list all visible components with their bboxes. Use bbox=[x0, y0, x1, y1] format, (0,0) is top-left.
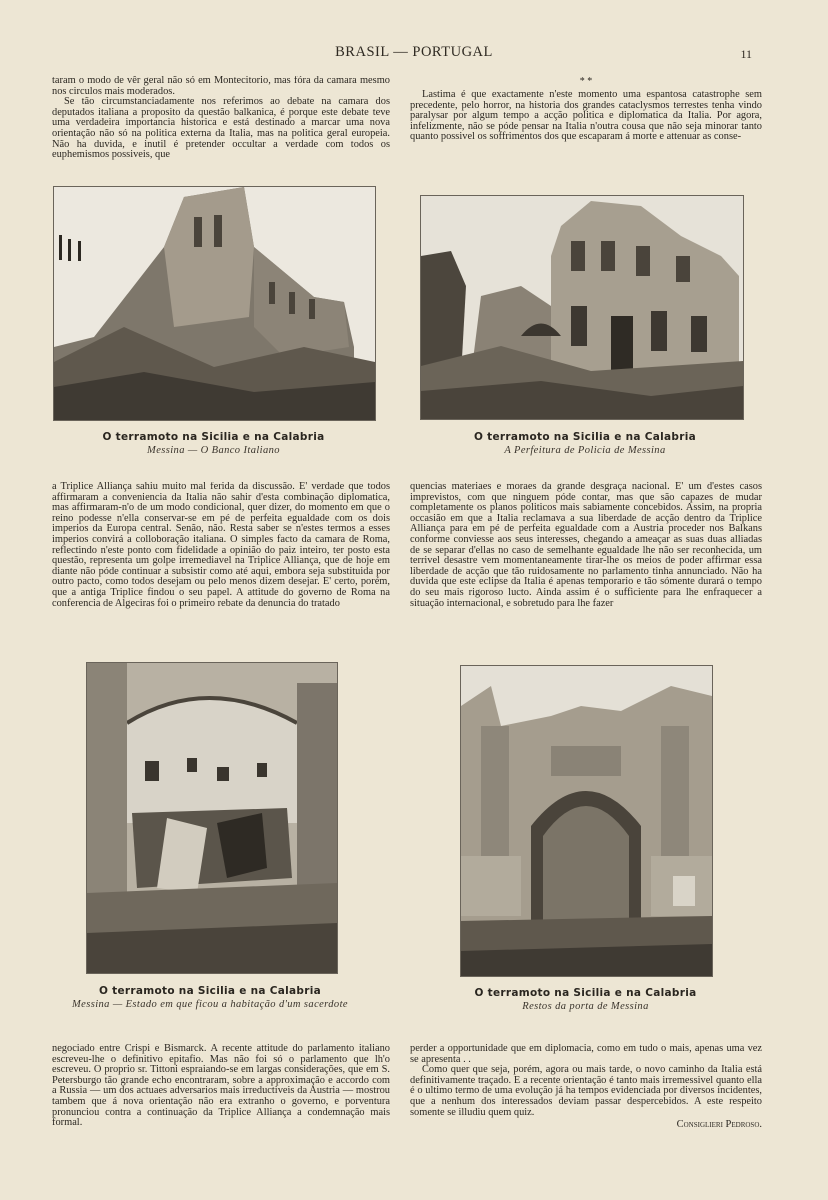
figure-4-subtitle: Restos da porta de Messina bbox=[522, 1001, 649, 1012]
paragraph: quencias materiaes e moraes da grande desgraça nacional. E' um d'estes casos imprevistos, com que ninguem póde contar, mas que são capazes de mudar completamente os planos politicos mais sabiamente concebidos. Assim, na propria occasião em que a Italia reclamava a sua liberdade de acção dentro da Triplice Alliança para em pé de perfeita egualdade com a Austria proceder nos Balkans conforme conviesse aos seus interesses, chegando a ameaçar as suas duas alliadas de se separar d'ellas no caso de semelhante egualdade lhe não ser reconhecida, um terrivel desastre vem momentaneamente tirar-lhe os meios de poder affirmar essa liberdade de acção que tão ruidosamente no parlamento tinha annunciado. Não ha duvida que este eclipse da Italia é apenas temporario e tão sómente durará o tempo do seu mais rigoroso lucto. Ainda assim é o sufficiente para lhe enfraquecer a situação internacional, e sobretudo para lhe fazer bbox=[410, 482, 762, 609]
article-column-2-bottom bbox=[410, 1044, 762, 1144]
figure-4-title: O terramoto na Sicilia e na Calabria bbox=[474, 987, 697, 999]
running-header-title: BRASIL — PORTUGAL bbox=[335, 44, 493, 60]
paragraph: Como quer que seja, porém, agora ou mais tarde, o novo caminho da Italia está definitivamente traçado. E a recente orientação é tanto mais irremessivel quanto ella é o ultimo termo de uma evolução já ha tempos evidenciada por diversos incidentes, que a nenhum dos interessados deviam passar despercebidos. A este respeito somente se illudiu quem quiz. bbox=[410, 1064, 762, 1118]
article-column-1-top bbox=[52, 76, 390, 172]
ruined-city-gate-icon bbox=[461, 666, 712, 976]
ruined-police-prefecture-icon bbox=[421, 196, 743, 419]
figure-2-subtitle: A Perfeitura de Policia de Messina bbox=[504, 445, 666, 456]
paragraph: perder a opportunidade que em diplomacia, como em tudo o mais, apenas uma vez se apresenta . . bbox=[410, 1044, 762, 1065]
figure-3-title: O terramoto na Sicilia e na Calabria bbox=[99, 985, 321, 997]
photo-habitacao-sacerdote bbox=[86, 662, 338, 974]
figure-1-subtitle: Messina — O Banco Italiano bbox=[147, 445, 280, 456]
paragraph: Lastima é que exactamente n'este momento uma espantosa catastrophe sem precedente, pelo horror, na historia dos grandes cataclysmos terrestes tenha vindo paralysar por algum tempo a acção politica e diplomatica da Italia. Por agora, infelizmente, não se póde pensar na Italia n'outra cousa que não seja minorar tanto quanto possivel os soffrimentos dos que escaparam á morte e attenuar as conse- bbox=[410, 89, 762, 143]
paragraph: negociado entre Crispi e Bismarck. A recente attitude do parlamento italiano escreveu-lhe o definitivo epitafio. Mas não foi só o parlamento que lh'o escreveu. O proprio sr. Tittoni espraiando-se em largas considerações, que em S. Petersburgo tão grande echo encontraram, sobre a approximação e accordo com a Russia — um dos actuaes adversarios mais irreductiveis da Austria — mostrou tambem que á nova orientação não era extranho o governo, e porventura pronunciou contra a continuação da Triplice Alliança a condemnação mais formal. bbox=[52, 1044, 390, 1129]
article-column-1-bottom bbox=[52, 1044, 390, 1144]
figure-2-title: O terramoto na Sicilia e na Calabria bbox=[474, 431, 696, 443]
photo-porta-de-messina bbox=[460, 665, 713, 977]
page-number: 11 bbox=[740, 47, 752, 61]
article-column-1-middle bbox=[52, 482, 390, 642]
photo-banco-italiano bbox=[53, 186, 376, 421]
ruined-priest-house-icon bbox=[87, 663, 337, 973]
ruined-bank-building-icon bbox=[54, 187, 375, 420]
paragraph: a Triplice Alliança sahiu muito mal ferida da discussão. E' verdade que todos affirmaram a conveniencia da Italia não sahir d'esta combinação diplomatica, mas affirmaram-n'o de um modo condicional, quer dizer, do momento em que o reino podesse n'ella conservar-se em pé de perfeita egualdade com os dois imperios da Europa central. Senão, não. Resta saber se n'estes termos a esses imperios convirá a colloboração italiana. O simples facto da camara de Roma, reflectindo n'este ponto com fidelidade a opinião do paiz inteiro, ter posto esta questão, representa um golpe irremediavel na Triplice Alliança, que de hoje em diante não póde continuar a subsistir como até aqui, embora seja substituida por outro pacto, como todos desejam ou pelo menos dizem desejar. E' certo, porém, que a antiga Triplice findou o seu papel. A attitude do governo de Roma na conferencia de Algeciras foi o primeiro rebate da denuncia do tratado bbox=[52, 482, 390, 609]
photo-perfeitura-policia bbox=[420, 195, 744, 420]
article-column-2-top bbox=[410, 76, 762, 172]
paragraph: taram o modo de vêr geral não só em Montecitorio, mas fóra da camara mesmo nos circulos mais moderados. bbox=[52, 76, 390, 97]
author-signature: Consiglieri Pedroso. bbox=[676, 1119, 762, 1131]
section-separator: * * bbox=[579, 76, 593, 87]
article-column-2-middle bbox=[410, 482, 762, 642]
paragraph: Se tão circumstanciadamente nos referimos ao debate na camara dos deputados italiana a proposito da questão balkanica, é porque este debate teve uma verdadeira importancia historica e está destinado a marcar uma nova orientação não só na politica externa da Italia, mas na politica geral europeia. Não ha duvida, e inutil é pretender occultar a verdade com todos os euphemismos possiveis, que bbox=[52, 96, 390, 161]
figure-1-title: O terramoto na Sicilia e na Calabria bbox=[102, 431, 325, 443]
figure-3-subtitle: Messina — Estado em que ficou a habitação d'um sacerdote bbox=[72, 999, 348, 1010]
